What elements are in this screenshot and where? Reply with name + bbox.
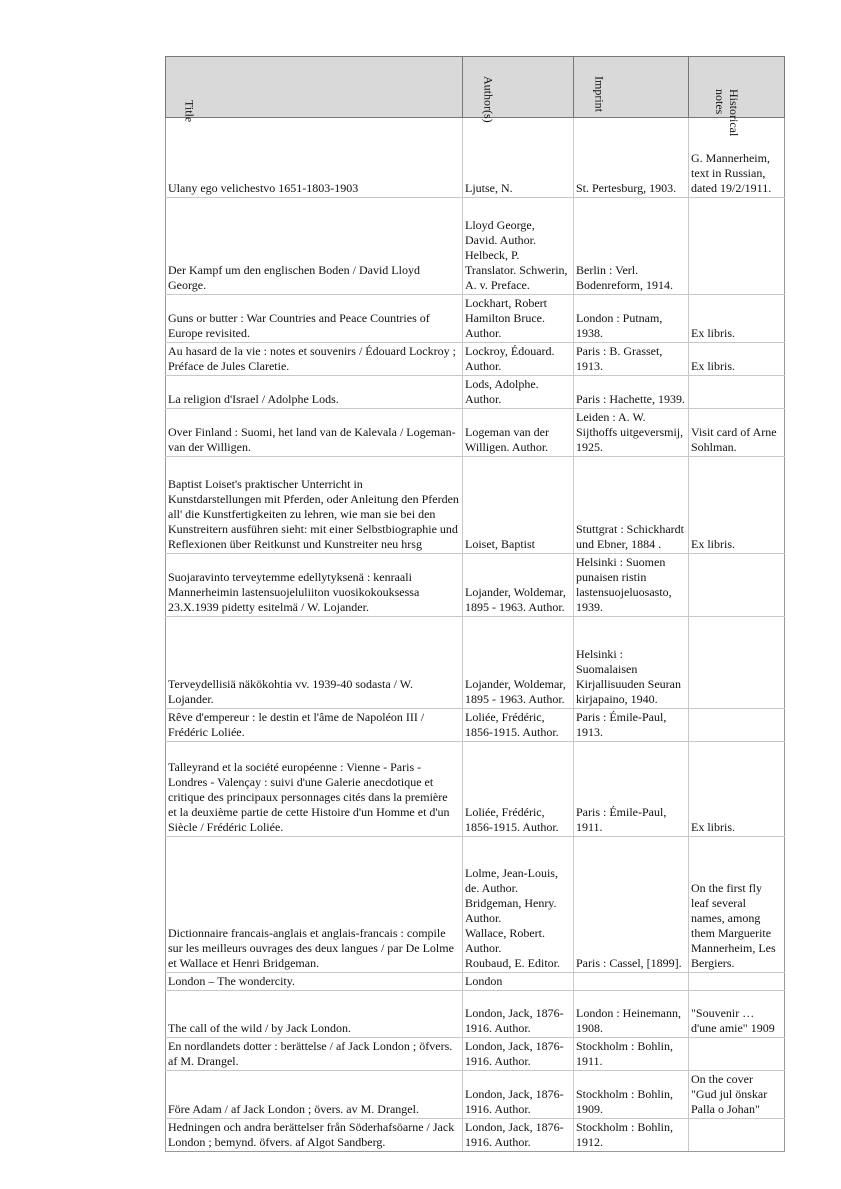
header-authors <box>463 57 574 123</box>
table-row <box>166 343 785 376</box>
cell-notes <box>689 198 785 295</box>
cell-imprint <box>574 973 689 991</box>
cell-title: Dictionnaire francais-anglais et anglais-francais : compile sur les meilleurs ouvrages des deux langues / par De Lolme et Wallace et Henri Bridgeman. <box>166 837 463 973</box>
cell-notes <box>689 617 785 709</box>
cell-title: Rêve d'empereur : le destin et l'âme de Napoléon III / Frédéric Loliée. <box>166 709 463 742</box>
cell-imprint: Stuttgrat : Schickhardt und Ebner, 1884 . <box>574 457 689 554</box>
cell-imprint: Stockholm : Bohlin, 1912. <box>574 1119 689 1152</box>
cell-title: Före Adam / af Jack London ; övers. av M. Drangel. <box>166 1071 463 1119</box>
table-row <box>166 991 785 1038</box>
cell-title: Talleyrand et la société européenne : Vienne - Paris - Londres - Valençay : suivi d'une Galerie anecdotique et critique des principaux personnages cités dans la première et la deuxième partie de cette Histoire d'un Homme et d'un Siècle / Frédéric Loliée. <box>166 742 463 837</box>
table-row <box>166 118 785 198</box>
cell-authors: Loliée, Frédéric, 1856-1915. Author. <box>463 709 574 742</box>
table-body <box>166 118 785 1152</box>
header-row <box>166 57 785 118</box>
table-row <box>166 198 785 295</box>
cell-title: Hedningen och andra berättelser från Söderhafsöarne / Jack London ; bemynd. öfvers. af Algot Sandberg. <box>166 1119 463 1152</box>
cell-authors: Lockhart, Robert Hamilton Bruce. Author. <box>463 295 574 343</box>
cell-notes: Ex libris. <box>689 457 785 554</box>
header-title-label: Title <box>182 100 197 123</box>
cell-title: Over Finland : Suomi, het land van de Kalevala / Logeman-van der Willigen. <box>166 409 463 457</box>
cell-authors: London <box>463 973 574 991</box>
cell-notes: G. Mannerheim, text in Russian, dated 19/2/1911. <box>689 118 785 198</box>
cell-authors: Loiset, Baptist <box>463 457 574 554</box>
cell-authors: London, Jack, 1876-1916. Author. <box>463 991 574 1038</box>
cell-title: Suojaravinto terveytemme edellytyksenä : kenraali Mannerheimin lastensuojeluliiton vuosikokouksessa 23.X.1939 pidetty esitelmä / W. Lojander. <box>166 554 463 617</box>
cell-imprint: St. Pertesburg, 1903. <box>574 118 689 198</box>
cell-imprint: Helsinki : Suomen punaisen ristin lastensuojeluosasto, 1939. <box>574 554 689 617</box>
cell-authors: London, Jack, 1876-1916. Author. <box>463 1071 574 1119</box>
table-row <box>166 457 785 554</box>
cell-notes <box>689 709 785 742</box>
cell-notes: "Souvenir … d'une amie" 1909 <box>689 991 785 1038</box>
cell-authors: London, Jack, 1876-1916. Author. <box>463 1119 574 1152</box>
cell-authors: Lolme, Jean-Louis, de. Author. Bridgeman, Henry. Author. Wallace, Robert. Author. Roubaud, E. Editor. <box>463 837 574 973</box>
table-row <box>166 617 785 709</box>
cell-imprint: London : Putnam, 1938. <box>574 295 689 343</box>
cell-title: Terveydellisiä näkökohtia vv. 1939-40 sodasta / W. Lojander. <box>166 617 463 709</box>
cell-imprint: Paris : Émile-Paul, 1913. <box>574 709 689 742</box>
cell-notes <box>689 554 785 617</box>
cell-authors: Lloyd George, David. Author. Helbeck, P. Translator. Schwerin, A. v. Preface. <box>463 198 574 295</box>
cell-imprint: Paris : Cassel, [1899]. <box>574 837 689 973</box>
table-row <box>166 709 785 742</box>
header-imprint-label: Imprint <box>592 76 607 112</box>
cell-notes <box>689 1119 785 1152</box>
cell-title: The call of the wild / by Jack London. <box>166 991 463 1038</box>
table-row <box>166 409 785 457</box>
table-row <box>166 376 785 409</box>
table-row <box>166 554 785 617</box>
cell-imprint: Stockholm : Bohlin, 1909. <box>574 1071 689 1119</box>
cell-imprint: Berlin : Verl. Bodenreform, 1914. <box>574 198 689 295</box>
cell-title: Guns or butter : War Countries and Peace Countries of Europe revisited. <box>166 295 463 343</box>
cell-title: La religion d'Israel / Adolphe Lods. <box>166 376 463 409</box>
cell-imprint: Paris : Émile-Paul, 1911. <box>574 742 689 837</box>
cell-notes <box>689 1038 785 1071</box>
table-row <box>166 1071 785 1119</box>
header-notes <box>689 57 785 137</box>
cell-authors: Lods, Adolphe. Author. <box>463 376 574 409</box>
cell-notes <box>689 376 785 409</box>
cell-title: En nordlandets dotter : berättelse / af Jack London ; öfvers. af M. Drangel. <box>166 1038 463 1071</box>
cell-notes: Ex libris. <box>689 343 785 376</box>
cell-imprint: Leiden : A. W. Sijthoffs uitgeversmij, 1925. <box>574 409 689 457</box>
cell-authors: London, Jack, 1876-1916. Author. <box>463 1038 574 1071</box>
header-notes-label: Historical notes <box>713 89 741 137</box>
cell-authors: Lojander, Woldemar, 1895 - 1963. Author. <box>463 617 574 709</box>
catalog-table <box>165 56 785 1152</box>
header-authors-label: Author(s) <box>481 76 496 123</box>
cell-imprint: Stockholm : Bohlin, 1911. <box>574 1038 689 1071</box>
header-title <box>166 57 463 123</box>
cell-authors: Lockroy, Édouard. Author. <box>463 343 574 376</box>
cell-title: Baptist Loiset's praktischer Unterricht in Kunstdarstellungen mit Pferden, oder Anleitung den Pferden all' die Kunstfertigkeiten zu lehren, wie man sie bei den Kunstreitern ausführen sieht: mit einer Selbstbiographie und Reflexionen über Reitkunst und Kunstreiter neu hrsg <box>166 457 463 554</box>
cell-imprint: Paris : B. Grasset, 1913. <box>574 343 689 376</box>
cell-notes: Ex libris. <box>689 742 785 837</box>
table-row <box>166 1038 785 1071</box>
cell-imprint: Helsinki : Suomalaisen Kirjallisuuden Seuran kirjapaino, 1940. <box>574 617 689 709</box>
cell-title: Au hasard de la vie : notes et souvenirs / Édouard Lockroy ; Préface de Jules Claretie. <box>166 343 463 376</box>
cell-title: Ulany ego velichestvo 1651-1803-1903 <box>166 118 463 198</box>
cell-title: Der Kampf um den englischen Boden / David Lloyd George. <box>166 198 463 295</box>
cell-imprint: London : Heinemann, 1908. <box>574 991 689 1038</box>
cell-title: London – The wondercity. <box>166 973 463 991</box>
cell-notes: Ex libris. <box>689 295 785 343</box>
table-row <box>166 295 785 343</box>
table-row <box>166 837 785 973</box>
cell-imprint: Paris : Hachette, 1939. <box>574 376 689 409</box>
cell-authors: Logeman van der Willigen. Author. <box>463 409 574 457</box>
cell-authors: Ljutse, N. <box>463 118 574 198</box>
cell-notes <box>689 973 785 991</box>
table-row <box>166 973 785 991</box>
cell-authors: Lojander, Woldemar, 1895 - 1963. Author. <box>463 554 574 617</box>
table-row <box>166 1119 785 1152</box>
header-imprint <box>574 57 689 118</box>
cell-notes: On the cover "Gud jul önskar Palla o Johan" <box>689 1071 785 1119</box>
table-row <box>166 742 785 837</box>
cell-authors: Loliée, Frédéric, 1856-1915. Author. <box>463 742 574 837</box>
cell-notes: Visit card of Arne Sohlman. <box>689 409 785 457</box>
cell-notes: On the first fly leaf several names, among them Marguerite Mannerheim, Les Bergiers. <box>689 837 785 973</box>
